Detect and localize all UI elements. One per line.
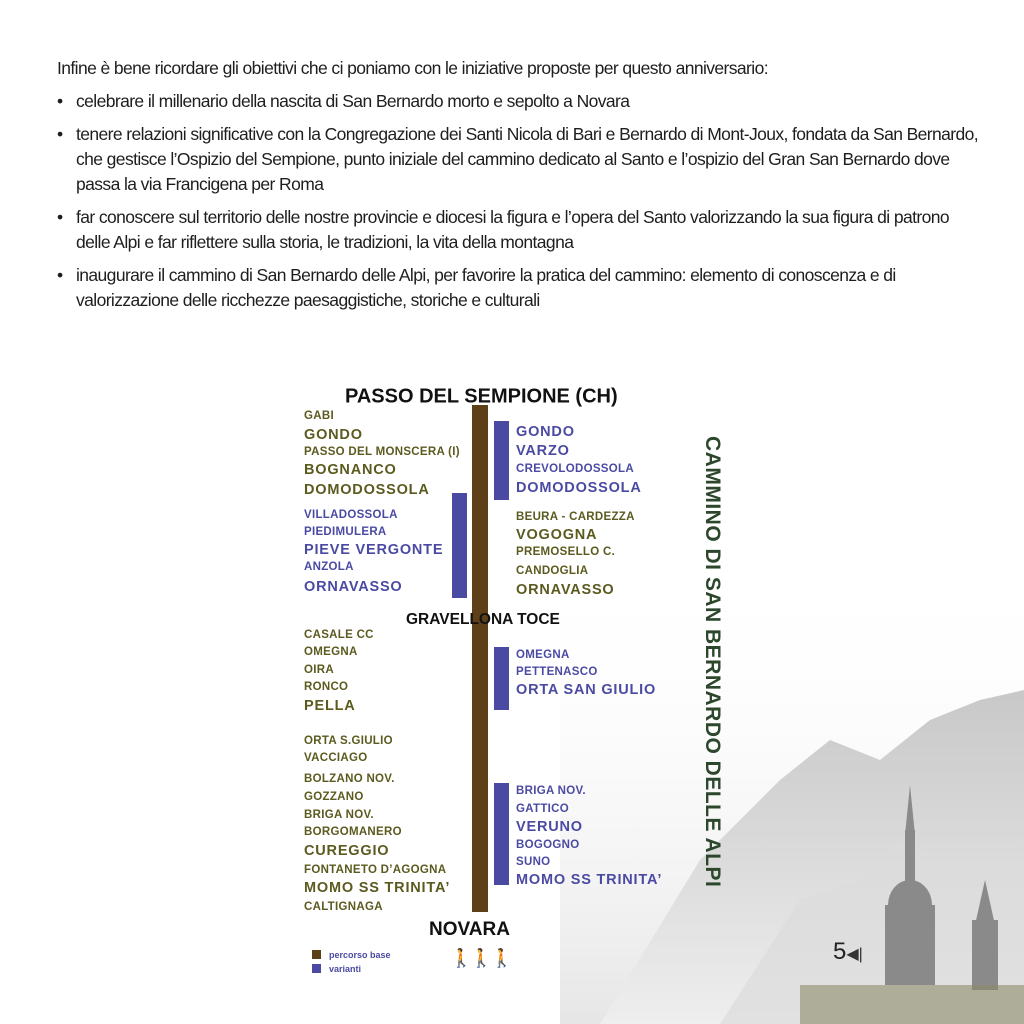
list-item <box>57 89 987 114</box>
stop-label: CUREGGIO <box>304 843 390 859</box>
hikers-icon: 🚶🚶🚶 <box>450 948 512 968</box>
legend-swatch-variant <box>312 964 321 973</box>
intro-paragraph: Infine è bene ricordare gli obiettivi che ci poniamo con le iniziative proposte per questo anniversario: <box>57 58 768 78</box>
list-item <box>57 122 987 197</box>
stop-label: GATTICO <box>516 803 569 815</box>
legend-swatch-base <box>312 950 321 959</box>
stop-label: MOMO SS TRINITA’ <box>516 872 663 888</box>
end-label: NOVARA <box>429 919 510 940</box>
stop-label: PETTENASCO <box>516 666 598 678</box>
body-text <box>57 56 987 321</box>
stop-label: GONDO <box>304 427 363 443</box>
stop-label: OIRA <box>304 664 334 676</box>
variant-bar <box>494 647 509 710</box>
objectives-list <box>57 89 987 313</box>
stop-label: PIEVE VERGONTE <box>304 542 444 558</box>
variant-bar <box>494 783 509 885</box>
middle-label: GRAVELLONA TOCE <box>406 611 560 628</box>
stop-label: PIEDIMULERA <box>304 526 387 538</box>
stop-label: FONTANETO D’AGOGNA <box>304 864 447 876</box>
stop-label: VERUNO <box>516 819 583 835</box>
stop-label: CASALE CC <box>304 629 374 641</box>
stop-label: ANZOLA <box>304 561 354 573</box>
stop-label: ORTA S.GIULIO <box>304 735 393 747</box>
stop-label: OMEGNA <box>516 649 570 661</box>
legend-label: percorso base <box>329 950 391 960</box>
stop-label: VARZO <box>516 443 570 459</box>
stop-label: CANDOGLIA <box>516 565 589 577</box>
stop-label: BOLZANO NOV. <box>304 773 395 785</box>
stop-label: PELLA <box>304 698 356 714</box>
bullet: • <box>57 91 63 111</box>
item-text: tenere relazioni significative con la Congregazione dei Santi Nicola di Bari e Bernardo di Mont-Joux, fondata da San Bernardo, che gestisce l’Ospizio del Sempione, punto iniziale del cammino dedicato al Santo e l’ospizio del Gran San Bernardo dove passa la via Francigena per Roma <box>76 124 979 194</box>
stop-label: DOMODOSSOLA <box>516 480 642 496</box>
stop-label: GONDO <box>516 424 575 440</box>
bullet: • <box>57 207 63 227</box>
stop-label: OMEGNA <box>304 646 358 658</box>
stop-label: RONCO <box>304 681 349 693</box>
stop-label: VILLADOSSOLA <box>304 509 398 521</box>
stop-label: CREVOLODOSSOLA <box>516 463 634 475</box>
list-item <box>57 205 987 255</box>
item-text: celebrare il millenario della nascita di San Bernardo morto e sepolto a Novara <box>76 91 630 111</box>
stop-label: DOMODOSSOLA <box>304 482 430 498</box>
stop-label: BOGNANCO <box>304 462 397 478</box>
stop-label: BORGOMANERO <box>304 826 402 838</box>
stop-label: CALTIGNAGA <box>304 901 383 913</box>
stop-label: PASSO DEL MONSCERA (I) <box>304 446 460 458</box>
page-number <box>833 938 863 966</box>
stop-label: BEURA - CARDEZZA <box>516 511 635 523</box>
stop-label: GABI <box>304 410 334 422</box>
item-text: far conoscere sul territorio delle nostre provincie e diocesi la figura e l’opera del Santo valorizzando la sua figura di patrono delle Alpi e far riflettere sulla storia, le tradizioni, la vita della montagna <box>76 207 949 252</box>
stop-label: VACCIAGO <box>304 752 368 764</box>
stop-label: PREMOSELLO C. <box>516 546 616 558</box>
base-route-bar <box>472 405 488 912</box>
stop-label: ORNAVASSO <box>516 582 615 598</box>
variant-bar <box>452 493 467 598</box>
start-label: PASSO DEL SEMPIONE (CH) <box>345 385 618 408</box>
list-item <box>57 263 987 313</box>
stop-label: VOGOGNA <box>516 527 598 543</box>
vertical-title: CAMMINO DI SAN BERNARDO DELLE ALPI <box>701 436 724 888</box>
stop-label: ORTA SAN GIULIO <box>516 682 657 698</box>
bullet: • <box>57 124 63 144</box>
stop-label: SUNO <box>516 856 551 868</box>
item-text: inaugurare il cammino di San Bernardo delle Alpi, per favorire la pratica del cammino: elemento di conoscenza e di valorizzazione delle ricchezze paesaggistiche, storiche e culturali <box>76 265 896 310</box>
page-number-text: 5 <box>833 938 847 965</box>
stop-label: BOGOGNO <box>516 839 580 851</box>
variant-bar <box>494 421 509 500</box>
bullet: • <box>57 265 63 285</box>
stop-label: BRIGA NOV. <box>516 785 586 797</box>
stop-label: GOZZANO <box>304 791 364 803</box>
arrow-marker-icon: ◀︎| <box>846 946 863 963</box>
stop-label: MOMO SS TRINITA’ <box>304 880 451 896</box>
legend-label: varianti <box>329 964 362 974</box>
stop-label: BRIGA NOV. <box>304 809 374 821</box>
stop-label: ORNAVASSO <box>304 579 403 595</box>
